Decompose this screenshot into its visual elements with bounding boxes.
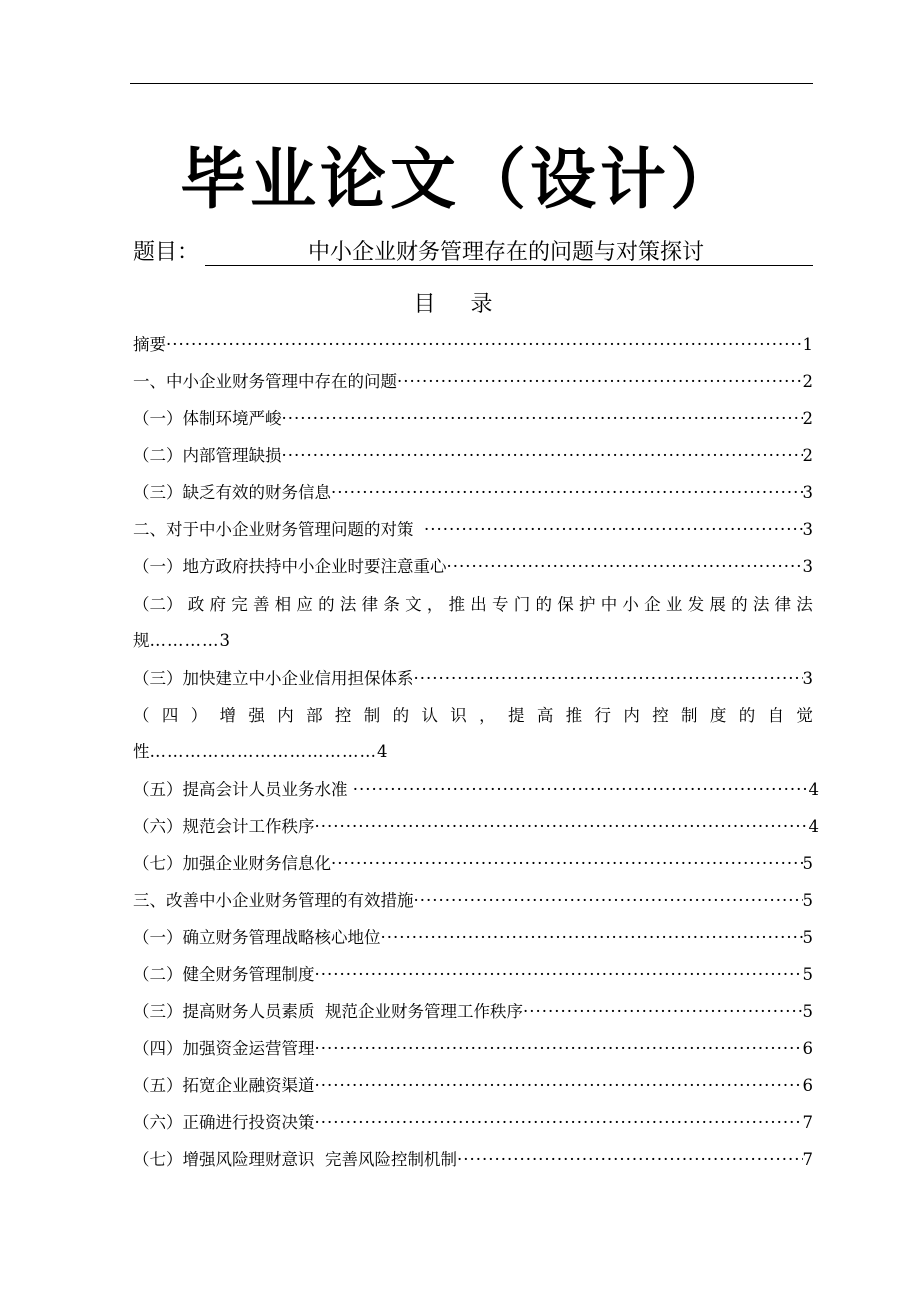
toc-entry[interactable] xyxy=(133,480,813,506)
toc-page-number: 2 xyxy=(802,372,813,391)
toc-entry[interactable] xyxy=(133,369,813,395)
toc-entry[interactable] xyxy=(133,443,813,469)
toc-entry-text: 摘要 xyxy=(133,335,166,354)
toc-char: 保 xyxy=(557,595,574,614)
toc-leader xyxy=(414,666,803,692)
toc-char: 善 xyxy=(252,595,270,614)
toc-char: 条 xyxy=(383,595,400,614)
toc-char: 推 xyxy=(448,595,466,614)
toc-entry-text: 三、改善中小企业财务管理的有效措施 xyxy=(133,891,414,910)
toc-leader xyxy=(331,851,803,877)
toc-char: 的 xyxy=(318,595,335,614)
toc-entry-text xyxy=(133,592,813,618)
topic-label: 题目： xyxy=(133,240,200,265)
toc-char: 部 xyxy=(306,706,323,725)
topic-value: 中小企业财务管理存在的问题与对策探讨 xyxy=(205,238,813,266)
toc-leader xyxy=(414,888,803,914)
toc-entry[interactable] xyxy=(133,999,813,1025)
toc-leader xyxy=(315,1073,803,1099)
header-rule xyxy=(130,83,813,84)
toc-entry-text: 性 xyxy=(133,742,150,761)
toc-char: 文 xyxy=(405,595,422,614)
toc-char: 展 xyxy=(709,595,726,614)
toc-char: 强 xyxy=(248,706,265,725)
toc-page-number: 3 xyxy=(802,669,813,688)
toc-char: 法 xyxy=(339,595,357,614)
toc-leader xyxy=(397,369,803,395)
topic-line xyxy=(133,238,813,272)
toc-entry-text: 规 xyxy=(133,631,150,650)
toc-leader: ………………………………… xyxy=(149,742,377,761)
toc-leader xyxy=(447,554,803,580)
toc-char: 应 xyxy=(296,595,313,614)
toc-entry-wrapped-line2[interactable] xyxy=(133,739,388,765)
toc-leader xyxy=(315,1110,803,1136)
toc-entry-text: （三）提高财务人员素质 规范企业财务管理工作秩序 xyxy=(133,1002,523,1021)
toc-page-number: 5 xyxy=(802,891,813,910)
toc-char: 法 xyxy=(796,595,813,614)
toc-page-number: 1 xyxy=(802,335,813,354)
toc-char: 专 xyxy=(492,595,509,614)
toc-entry[interactable] xyxy=(133,1147,813,1173)
toc-entry[interactable] xyxy=(133,517,813,543)
toc-entry-text: 二、对于中小企业财务管理问题的对策 xyxy=(133,520,424,539)
toc-char: 中 xyxy=(600,595,618,614)
toc-char: 识 xyxy=(450,706,467,725)
toc-entry-text: （四）加强资金运营管理 xyxy=(133,1039,315,1058)
toc-entry[interactable] xyxy=(133,851,813,877)
toc-leader xyxy=(381,925,803,951)
toc-entry-text: （二）内部管理缺损 xyxy=(133,446,282,465)
toc-char: 高 xyxy=(536,706,554,725)
toc-char: 相 xyxy=(274,595,292,614)
toc-page-number: 2 xyxy=(802,446,813,465)
toc-entry[interactable] xyxy=(133,1110,813,1136)
toc-page-number: 2 xyxy=(802,409,813,428)
toc-page-number: 3 xyxy=(802,557,813,576)
toc-leader xyxy=(315,1036,803,1062)
toc-char: 法 xyxy=(752,595,770,614)
toc-char: 护 xyxy=(578,595,596,614)
toc-char: 出 xyxy=(470,595,487,614)
toc-char: 自 xyxy=(767,706,785,725)
toc-char: ， xyxy=(479,706,496,725)
toc-entry-text: （三）加快建立中小企业信用担保体系 xyxy=(133,669,414,688)
toc-leader xyxy=(331,480,803,506)
toc-char: 小 xyxy=(622,595,639,614)
toc-entry[interactable] xyxy=(133,888,813,914)
toc-char: 内 xyxy=(623,706,640,725)
toc-entry[interactable] xyxy=(133,962,813,988)
toc-entry[interactable] xyxy=(133,925,813,951)
toc-char: 的 xyxy=(731,595,748,614)
toc-char: 控 xyxy=(652,706,669,725)
toc-char: 政 xyxy=(187,595,205,614)
toc-entry[interactable] xyxy=(133,406,813,432)
toc-entry-text: 一、中小企业财务管理中存在的问题 xyxy=(133,372,397,391)
toc-entry[interactable] xyxy=(133,814,819,840)
toc-char: 度 xyxy=(709,706,727,725)
toc-entry-wrapped-line2[interactable] xyxy=(133,628,230,654)
toc-page-number: 5 xyxy=(802,854,813,873)
toc-entry[interactable] xyxy=(133,666,813,692)
toc-char: 增 xyxy=(219,706,237,725)
toc-leader xyxy=(353,777,809,803)
toc-char: ， xyxy=(426,595,444,614)
toc-leader: ………… xyxy=(149,631,220,650)
toc-page-number: 4 xyxy=(808,817,819,836)
toc-entry-abstract[interactable] xyxy=(133,332,813,358)
toc-entry-text: （七）加强企业财务信息化 xyxy=(133,854,331,873)
toc-char: （ xyxy=(133,706,150,725)
toc-entry[interactable] xyxy=(133,777,819,803)
toc-entry-wrapped-line1[interactable] xyxy=(133,592,813,618)
toc-leader xyxy=(282,406,803,432)
toc-entry-text: （五）拓宽企业融资渠道 xyxy=(133,1076,315,1095)
toc-char: 律 xyxy=(774,595,792,614)
toc-page-number: 3 xyxy=(219,631,230,650)
toc-page-number: 3 xyxy=(802,483,813,502)
toc-char: 发 xyxy=(687,595,705,614)
toc-entry-text: （一）体制环境严峻 xyxy=(133,409,282,428)
toc-char: 行 xyxy=(594,706,611,725)
toc-leader xyxy=(315,814,809,840)
toc-char: 提 xyxy=(507,706,525,725)
toc-leader xyxy=(424,517,803,543)
toc-char: 府 xyxy=(209,595,226,614)
toc-page-number: 5 xyxy=(802,1002,813,1021)
toc-leader xyxy=(457,1147,803,1173)
toc-entry-text: （一）地方政府扶持中小企业时要注意重心 xyxy=(133,557,447,576)
toc-char: 认 xyxy=(421,706,438,725)
toc-char: 的 xyxy=(535,595,552,614)
toc-char: 推 xyxy=(565,706,583,725)
toc-entry-text: （五）提高会计人员业务水准 xyxy=(133,780,353,799)
toc-page-number: 6 xyxy=(802,1076,813,1095)
toc-char: 的 xyxy=(392,706,410,725)
toc-entry-text: （一）确立财务管理战略核心地位 xyxy=(133,928,381,947)
toc-char: 业 xyxy=(665,595,683,614)
toc-entry[interactable] xyxy=(133,554,813,580)
toc-entry-wrapped-line1[interactable] xyxy=(133,703,813,729)
toc-char: 控 xyxy=(334,706,352,725)
toc-leader xyxy=(166,332,803,358)
toc-entry-text: （六）正确进行投资决策 xyxy=(133,1113,315,1132)
toc-leader xyxy=(315,962,803,988)
toc-leader xyxy=(282,443,803,469)
toc-char: 内 xyxy=(277,706,294,725)
toc-char: ） xyxy=(190,706,208,725)
toc-entry[interactable] xyxy=(133,1036,813,1062)
toc-page-number: 5 xyxy=(802,928,813,947)
toc-heading: 目 录 xyxy=(413,292,507,317)
toc-char: 律 xyxy=(361,595,379,614)
toc-char: 的 xyxy=(738,706,756,725)
toc-char: 觉 xyxy=(796,706,813,725)
toc-page-number: 6 xyxy=(802,1039,813,1058)
toc-entry-text: （二）健全财务管理制度 xyxy=(133,965,315,984)
main-title: 毕业论文（设计） xyxy=(180,141,740,218)
toc-page-number: 7 xyxy=(802,1150,813,1169)
toc-char: 完 xyxy=(231,595,248,614)
toc-leader xyxy=(523,999,803,1025)
toc-entry-text: （七）增强风险理财意识 完善风险控制机制 xyxy=(133,1150,457,1169)
toc-char: 制 xyxy=(363,706,381,725)
toc-entry-text: （三）缺乏有效的财务信息 xyxy=(133,483,331,502)
toc-page-number: 3 xyxy=(802,520,813,539)
toc-page-number: 7 xyxy=(802,1113,813,1132)
toc-char: 制 xyxy=(681,706,698,725)
toc-char: 门 xyxy=(513,595,531,614)
toc-page-number: 4 xyxy=(808,780,819,799)
toc-entry[interactable] xyxy=(133,1073,813,1099)
toc-page-number: 4 xyxy=(377,742,388,761)
toc-char: 四 xyxy=(161,706,179,725)
toc-page-number: 5 xyxy=(802,965,813,984)
toc-char: （二） xyxy=(133,595,183,614)
toc-entry-text: （六）规范会计工作秩序 xyxy=(133,817,315,836)
toc-char: 企 xyxy=(644,595,661,614)
toc-entry-text xyxy=(133,703,813,729)
